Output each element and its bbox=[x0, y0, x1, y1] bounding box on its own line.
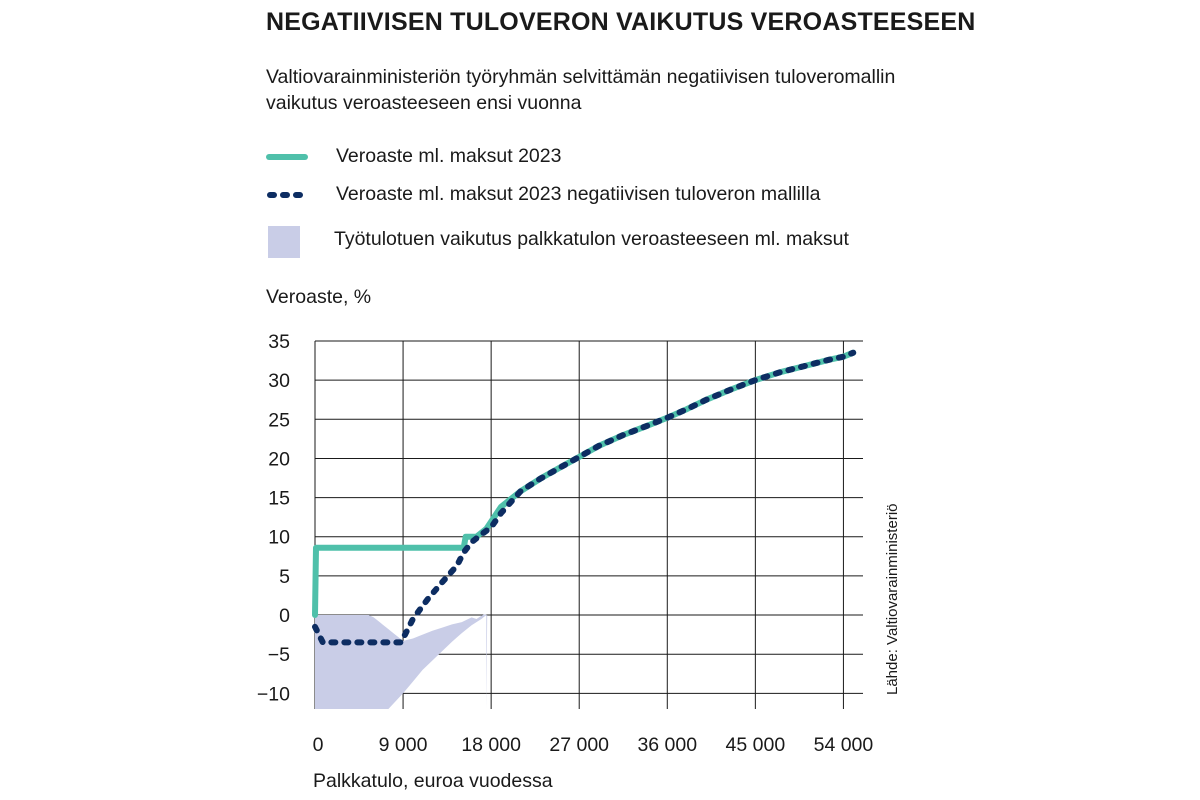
legend-label-area: Työtulotuen vaikutus palkkatulon veroasteeseen ml. maksut bbox=[334, 228, 849, 250]
x-tick-label: 45 000 bbox=[725, 734, 786, 756]
x-tick-label: 18 000 bbox=[461, 734, 521, 756]
x-tick-label: 36 000 bbox=[637, 734, 698, 756]
y-axis-label: Veroaste, % bbox=[266, 286, 372, 308]
chart-subtitle: Valtiovarainministeriön työryhmän selvittämän negatiivisen tuloveromallin vaikutus veroasteeseen ensi vuonna bbox=[266, 66, 896, 114]
y-tick-label: 35 bbox=[268, 331, 290, 353]
y-tick-label: 5 bbox=[279, 565, 290, 588]
y-tick-label: −10 bbox=[256, 683, 290, 706]
legend-label-current: Veroaste ml. maksut 2023 bbox=[336, 145, 562, 167]
y-tick-label: 20 bbox=[268, 448, 290, 471]
legend-label-model: Veroaste ml. maksut 2023 negatiivisen tuloveron mallilla bbox=[336, 183, 821, 205]
y-tick-label: −5 bbox=[267, 644, 290, 667]
y-tick-label: 10 bbox=[268, 526, 290, 549]
source-note: Lähde: Valtiovarainministeriö bbox=[884, 503, 901, 695]
y-tick-label: 15 bbox=[268, 487, 290, 510]
y-tick-label: 30 bbox=[268, 370, 290, 393]
x-axis-label: Palkkatulo, euroa vuodessa bbox=[313, 770, 553, 792]
area-layer bbox=[315, 614, 487, 709]
area-tyotulotuki bbox=[315, 614, 487, 709]
y-tick-label: 0 bbox=[279, 605, 290, 628]
x-tick-label: 54 000 bbox=[813, 734, 874, 756]
y-tick-label: 25 bbox=[268, 409, 290, 432]
x-tick-label: 9 000 bbox=[378, 734, 428, 756]
x-tick-label: 0 bbox=[312, 734, 324, 756]
chart-title: NEGATIIVISEN TULOVERON VAIKUTUS VEROASTEESEEN bbox=[266, 8, 976, 36]
x-tick-label: 27 000 bbox=[549, 734, 610, 756]
